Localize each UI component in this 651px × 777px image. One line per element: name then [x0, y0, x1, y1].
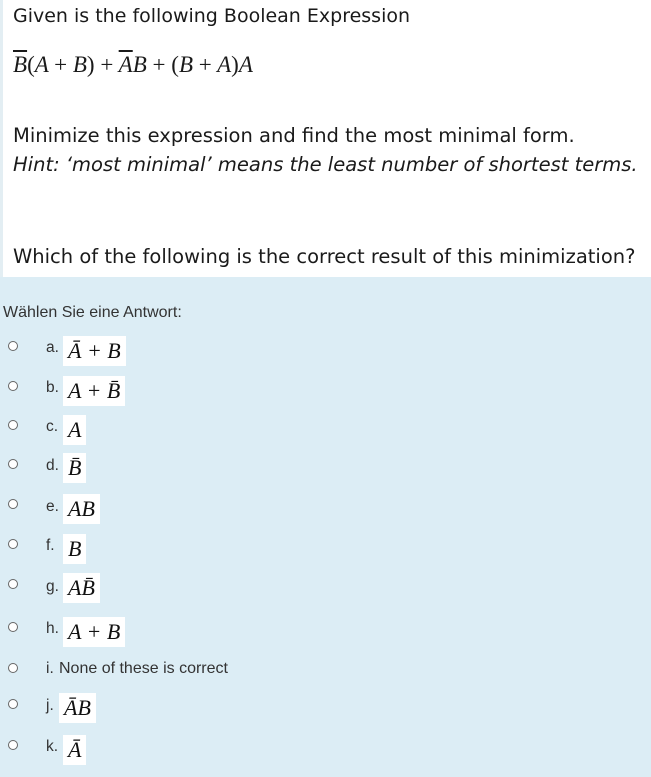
- option-c[interactable]: [0, 413, 651, 449]
- option-g[interactable]: [0, 571, 651, 607]
- option-letter: g.: [46, 578, 59, 595]
- radio-button[interactable]: [8, 539, 18, 549]
- radio-button[interactable]: [8, 663, 18, 673]
- option-k[interactable]: [0, 733, 651, 769]
- option-letter: a.: [46, 339, 59, 356]
- option-letter: i.: [46, 660, 54, 677]
- radio-button[interactable]: [8, 740, 18, 750]
- option-math: A: [63, 415, 86, 445]
- radio-button[interactable]: [8, 622, 18, 632]
- option-d[interactable]: [0, 451, 651, 487]
- radio-button[interactable]: [8, 381, 18, 391]
- question-text: [0, 0, 651, 277]
- radio-button[interactable]: [8, 499, 18, 509]
- answer-prompt: Wählen Sie eine Antwort:: [3, 304, 182, 321]
- option-math: Ā: [63, 735, 86, 765]
- option-j[interactable]: [0, 691, 651, 727]
- option-h[interactable]: [0, 615, 651, 651]
- question-hint: Hint: ‘most minimal’ means the least number of shortest terms.: [13, 153, 638, 176]
- option-e[interactable]: [0, 492, 651, 528]
- option-math: AB: [63, 494, 100, 524]
- option-math: AB̄: [63, 573, 100, 603]
- radio-button[interactable]: [8, 341, 18, 351]
- option-math: A + B: [63, 617, 125, 647]
- radio-button[interactable]: [8, 579, 18, 589]
- option-text: None of these is correct: [59, 660, 228, 677]
- option-math: B: [63, 534, 86, 564]
- question-ask: Which of the following is the correct result of this minimization?: [13, 245, 636, 268]
- option-i[interactable]: [0, 655, 651, 691]
- option-letter: j.: [46, 697, 54, 714]
- radio-button[interactable]: [8, 699, 18, 709]
- option-letter: k.: [46, 738, 59, 755]
- boolean-expression: $\overline{B}(A + B) + \overline{A}B + (B + A)A$: [13, 52, 253, 77]
- option-math: Ā + B: [63, 336, 126, 366]
- option-letter: h.: [46, 620, 59, 637]
- radio-button[interactable]: [8, 459, 18, 469]
- question-title: Given is the following Boolean Expression: [13, 5, 411, 27]
- option-b[interactable]: [0, 373, 651, 409]
- question-instruction: Minimize this expression and find the most minimal form.: [13, 124, 575, 147]
- option-a[interactable]: [0, 333, 651, 369]
- radio-button[interactable]: [8, 420, 18, 430]
- option-math: A + B̄: [63, 376, 125, 406]
- option-letter: b.: [46, 379, 59, 396]
- option-math: ĀB: [59, 693, 96, 723]
- option-f[interactable]: [0, 532, 651, 568]
- option-math: B̄: [63, 453, 86, 483]
- option-letter: e.: [46, 498, 59, 515]
- option-letter: d.: [46, 457, 59, 474]
- option-letter: f.: [46, 537, 55, 554]
- option-letter: c.: [46, 418, 59, 435]
